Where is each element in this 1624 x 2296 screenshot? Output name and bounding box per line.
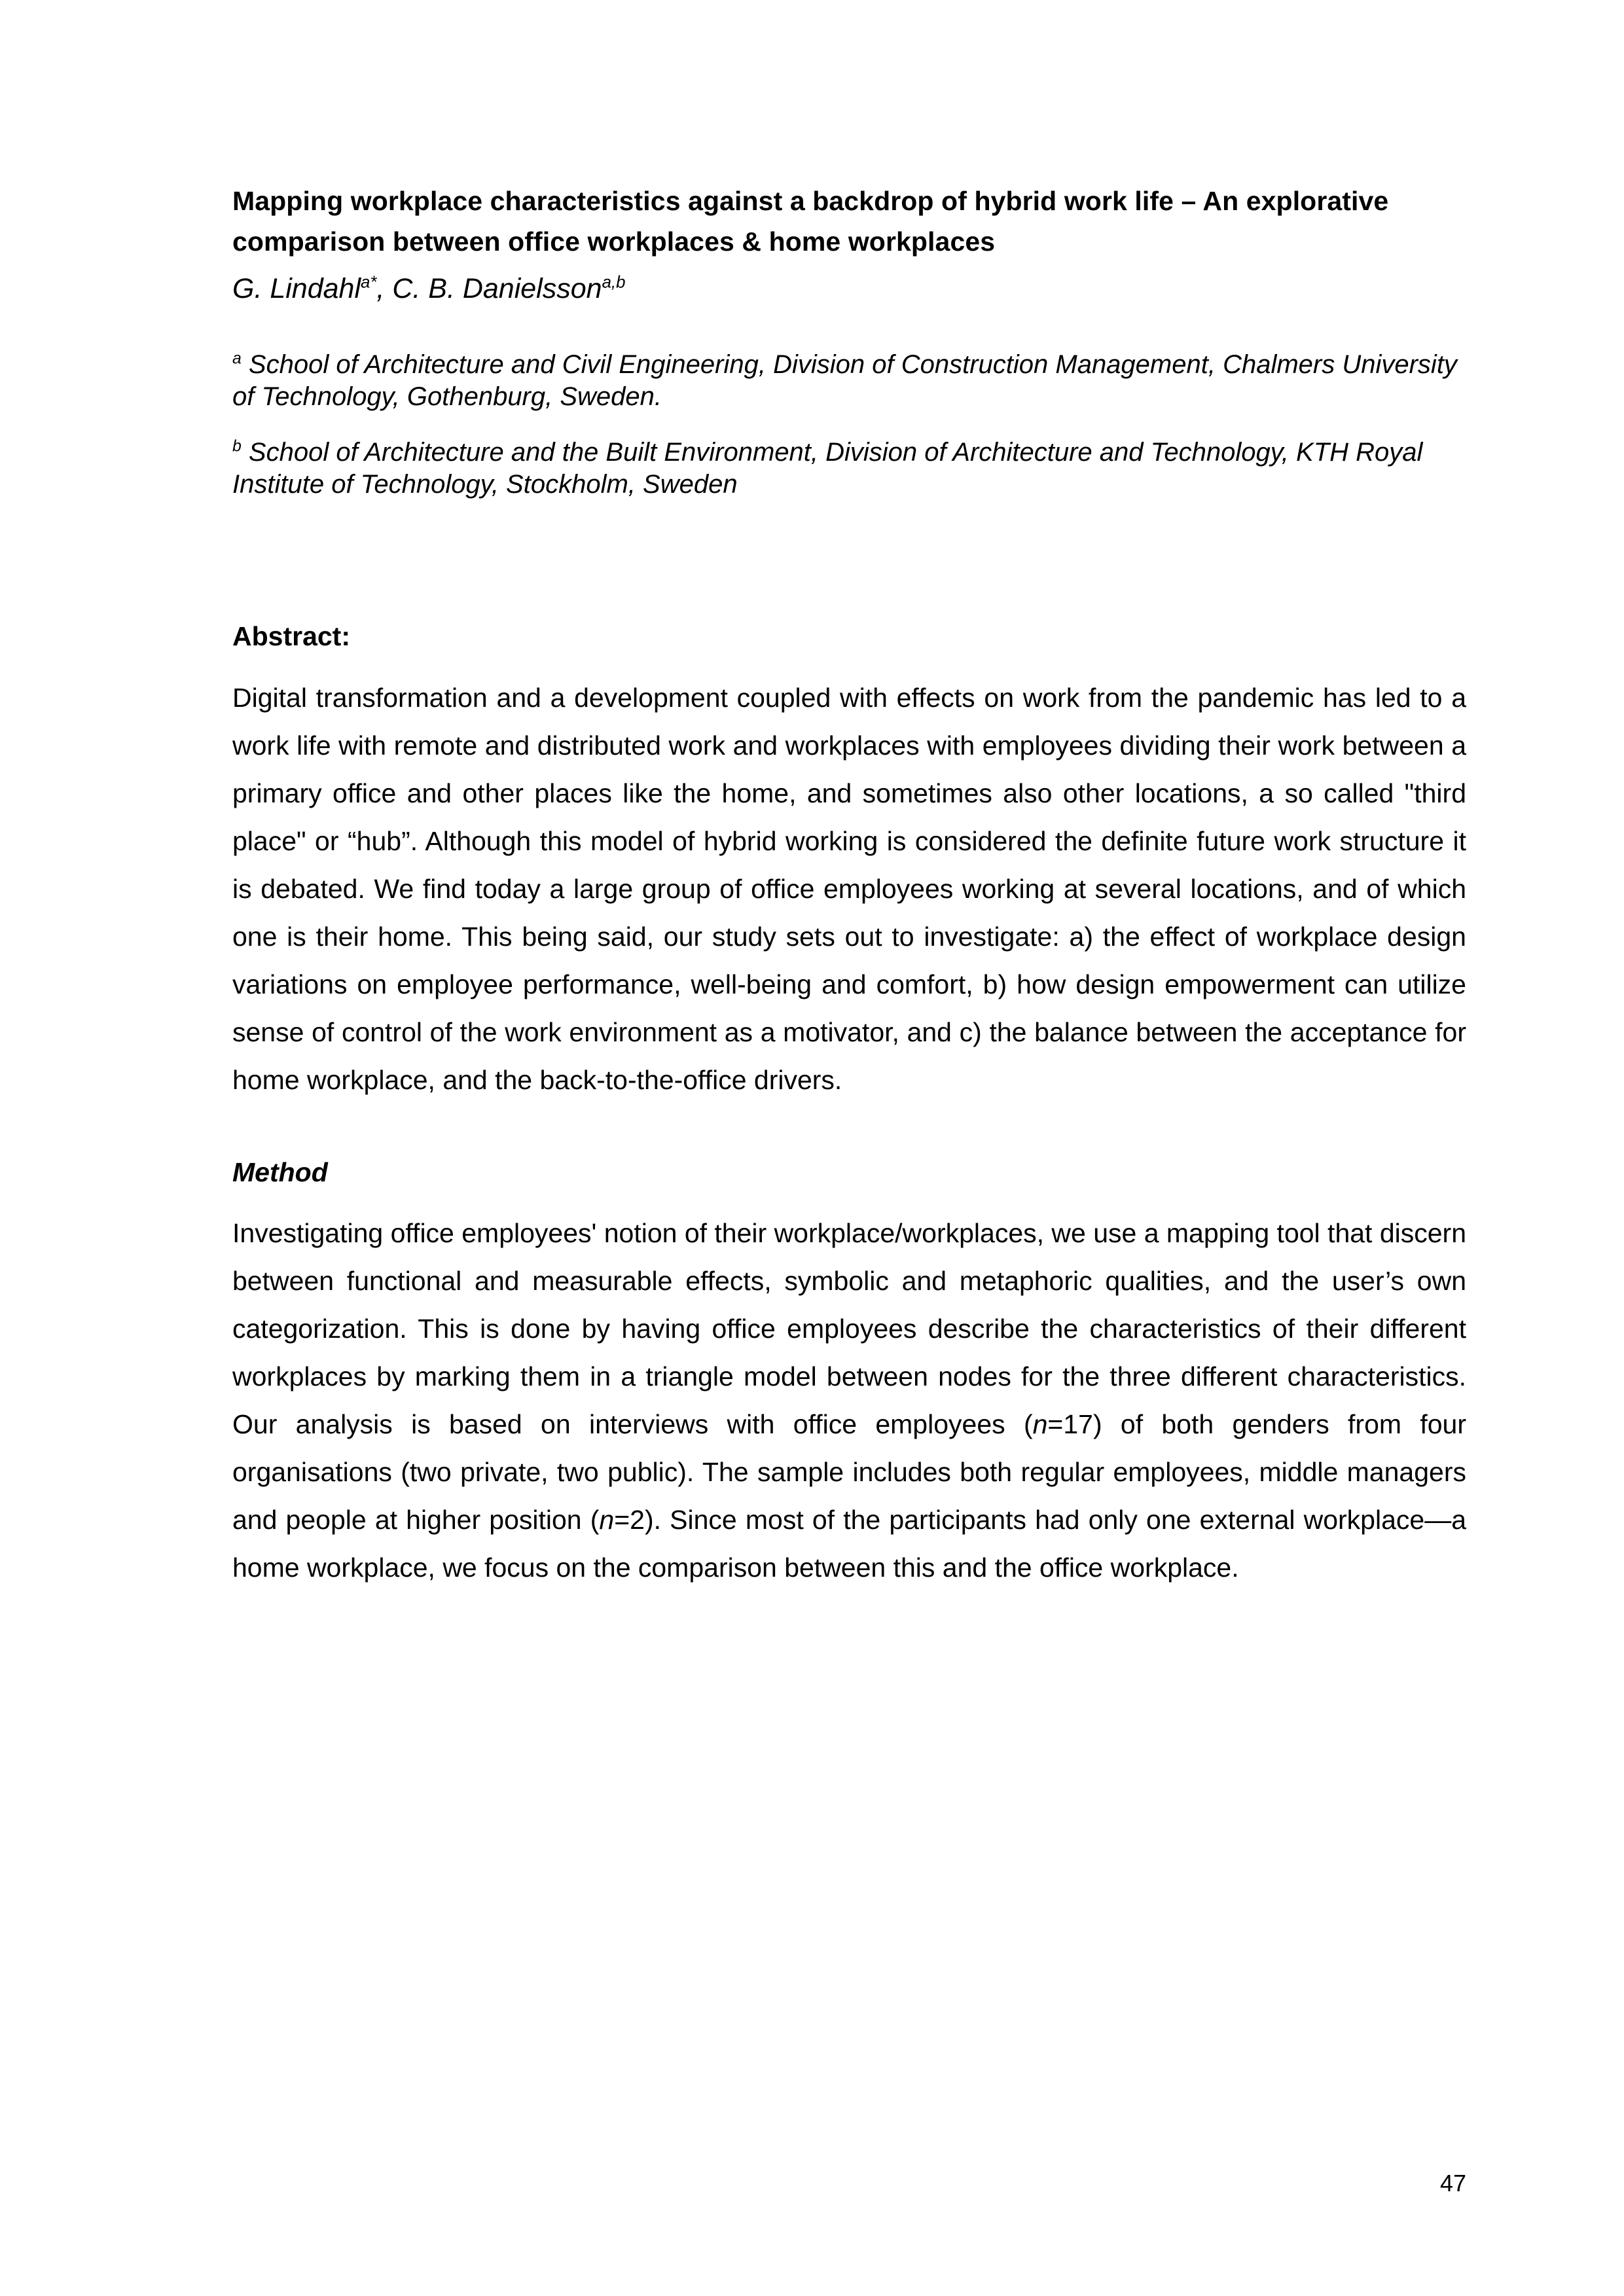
affiliation-b-text: School of Architecture and the Built Environment, Division of Architecture and Technology, KTH Royal Institute of Technology, Stockholm, Sweden (232, 437, 1423, 499)
affiliation-b-marker: b (232, 437, 242, 456)
method-paragraph (232, 1210, 1466, 1592)
method-heading: Method (232, 1157, 328, 1187)
author-one-name: G. Lindahl (232, 272, 361, 304)
method-text-part-two: =17) of both genders from four organisations (two private, two public). The sample includes both regular employees, middle managers and people at higher position ( (232, 1408, 1466, 1535)
affiliation-a (232, 349, 1466, 413)
author-line (232, 268, 1466, 310)
abstract-heading: Abstract: (232, 621, 350, 652)
method-text-part-one: Investigating office employees' notion of their workplace/workplaces, we use a mapping tool that discern between functional and measurable effects, symbolic and metaphoric qualities, and the user’s own categorization. This is done by having office employees describe the characteristics of their different workplaces by marking them in a triangle model between nodes for the three different characteristics. Our analysis is based on interviews with office employees ( (232, 1218, 1466, 1439)
affiliations-block (232, 349, 1466, 500)
sample-size-symbol-one: n (1032, 1408, 1048, 1439)
page-number: 47 (1439, 2170, 1466, 2197)
page-title: Mapping workplace characteristics against a backdrop of hybrid work life – An explorative comparison between office workplaces & home workplaces (232, 186, 1389, 257)
author-one-affiliation-marker: a* (361, 273, 377, 292)
affiliation-b (232, 437, 1466, 501)
author-separator: , C. B. Danielsson (376, 272, 602, 304)
page-content (232, 181, 1466, 1592)
sample-size-symbol-two: n (599, 1504, 615, 1535)
method-text-part-three: =2). Since most of the participants had only one external workplace—a home workplace, we focus on the comparison between this and the office workplace. (232, 1504, 1467, 1583)
affiliation-a-text: School of Architecture and Civil Engineering, Division of Construction Management, Chalmers University of Technology, Gothenburg, Sweden. (232, 350, 1457, 411)
affiliation-a-marker: a (232, 350, 242, 368)
abstract-paragraph: Digital transformation and a development coupled with effects on work from the pandemic has led to a work life with remote and distributed work and workplaces with employees dividing their work between a primary office and other places like the home, and sometimes also other locations, a so called "third place" or “hub”. Although this model of hybrid working is considered the definite future work structure it is debated. We find today a large group of office employees working at several locations, and of which one is their home. This being said, our study sets out to investigate: a) the effect of workplace design variations on employee performance, well-being and comfort, b) how design empowerment can utilize sense of control of the work environment as a motivator, and c) the balance between the acceptance for home workplace, and the back-to-the-office drivers. (232, 682, 1466, 1095)
author-two-affiliation-marker: a,b (602, 273, 626, 292)
